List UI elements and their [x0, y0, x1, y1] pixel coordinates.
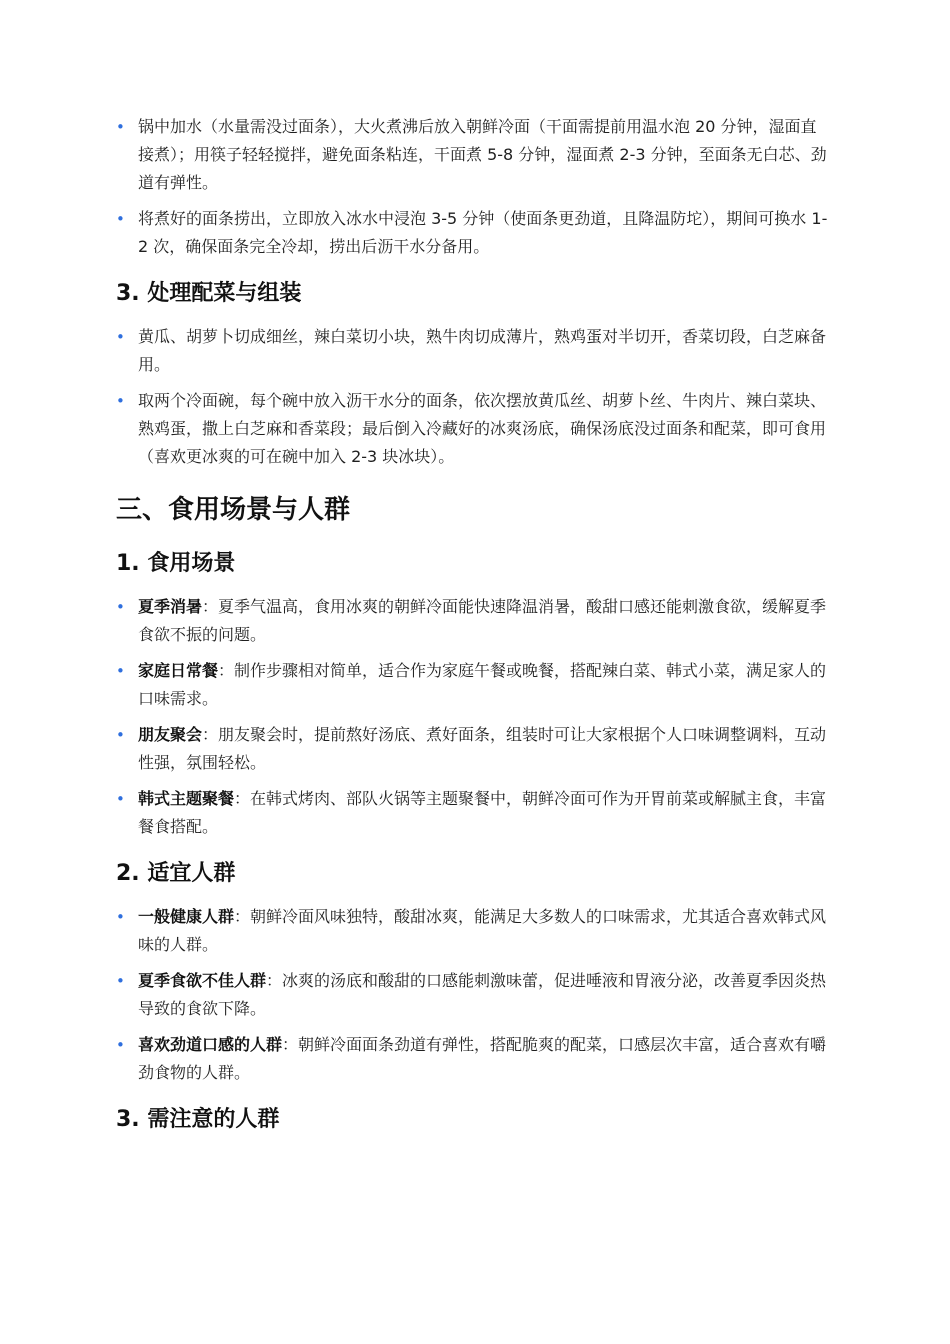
list-item-term: 朋友聚会	[138, 725, 203, 744]
list-item-term: 韩式主题聚餐	[138, 789, 235, 808]
bullet-icon: •	[116, 726, 125, 744]
caution-heading: 3. 需注意的人群	[116, 1107, 280, 1132]
document-page	[116, 113, 828, 1149]
list-item-term: 喜欢劲道口感的人群	[138, 1035, 283, 1054]
list-item	[116, 593, 828, 649]
assemble-list	[116, 323, 828, 471]
bullet-icon: •	[116, 972, 125, 990]
list-item-text: ：朝鲜冷面风味独特，酸甜冰爽，能满足大多数人的口味需求，尤其适合喜欢韩式风味的人群。	[138, 907, 827, 954]
list-item-text: 将煮好的面条捞出，立即放入冰水中浸泡 3-5 分钟（使面条更劲道，且降温防坨），期间可换水 1-2 次，确保面条完全冷却，捞出后沥干水分备用。	[138, 209, 828, 256]
list-item	[116, 205, 828, 261]
list-item	[116, 721, 828, 777]
list-item-term: 一般健康人群	[138, 907, 235, 926]
list-item	[116, 113, 828, 197]
list-item	[116, 657, 828, 713]
suitable-heading: 2. 适宜人群	[116, 861, 236, 886]
list-item-term: 夏季食欲不佳人群	[138, 971, 267, 990]
list-item	[116, 1031, 828, 1087]
bullet-icon: •	[116, 210, 125, 228]
suitable-list	[116, 903, 828, 1087]
list-item	[116, 785, 828, 841]
list-item-text: ：制作步骤相对简单，适合作为家庭午餐或晚餐，搭配辣白菜、韩式小菜，满足家人的口味需求。	[138, 661, 827, 708]
list-item-text: ：朝鲜冷面面条劲道有弹性，搭配脆爽的配菜，口感层次丰富，适合喜欢有嚼劲食物的人群。	[138, 1035, 827, 1082]
bullet-icon: •	[116, 328, 125, 346]
list-item-text: 黄瓜、胡萝卜切成细丝，辣白菜切小块，熟牛肉切成薄片，熟鸡蛋对半切开，香菜切段，白芝麻备用。	[138, 327, 827, 374]
list-item-text: ：在韩式烤肉、部队火锅等主题聚餐中，朝鲜冷面可作为开胃前菜或解腻主食，丰富餐食搭配。	[138, 789, 827, 836]
bullet-icon: •	[116, 598, 125, 616]
list-item-text: 锅中加水（水量需没过面条），大火煮沸后放入朝鲜冷面（干面需提前用温水泡 20 分钟，湿面直接煮）；用筷子轻轻搅拌，避免面条粘连，干面煮 5-8 分钟，湿面煮 2-3 分钟，至面条无白芯、劲道有弹性。	[138, 117, 827, 192]
list-item	[116, 903, 828, 959]
bullet-icon: •	[116, 662, 125, 680]
bullet-icon: •	[116, 1036, 125, 1054]
bullet-icon: •	[116, 908, 125, 926]
scenes-heading: 1. 食用场景	[116, 551, 236, 576]
list-item-text: 取两个冷面碗，每个碗中放入沥干水分的面条，依次摆放黄瓜丝、胡萝卜丝、牛肉片、辣白菜块、熟鸡蛋，撒上白芝麻和香菜段；最后倒入冷藏好的冰爽汤底，确保汤底没过面条和配菜，即可食用（喜欢更冰爽的可在碗中加入 2-3 块冰块）。	[138, 391, 827, 466]
list-item-text: ：冰爽的汤底和酸甜的口感能刺激味蕾，促进唾液和胃液分泌，改善夏季因炎热导致的食欲下降。	[138, 971, 827, 1018]
section-heading: 三、食用场景与人群	[116, 495, 351, 525]
list-item-text: ：朋友聚会时，提前熬好汤底、煮好面条，组装时可让大家根据个人口味调整调料，互动性强，氛围轻松。	[138, 725, 827, 772]
list-item	[116, 323, 828, 379]
assemble-heading: 3. 处理配菜与组装	[116, 281, 302, 306]
bullet-icon: •	[116, 392, 125, 410]
list-item	[116, 967, 828, 1023]
bullet-icon: •	[116, 118, 125, 136]
scenes-list	[116, 593, 828, 841]
list-item	[116, 387, 828, 471]
list-item-text: ：夏季气温高，食用冰爽的朝鲜冷面能快速降温消暑，酸甜口感还能刺激食欲，缓解夏季食欲不振的问题。	[138, 597, 827, 644]
cook-noodles-list	[116, 113, 828, 261]
list-item-term: 家庭日常餐	[138, 661, 219, 680]
bullet-icon: •	[116, 790, 125, 808]
list-item-term: 夏季消暑	[138, 597, 203, 616]
